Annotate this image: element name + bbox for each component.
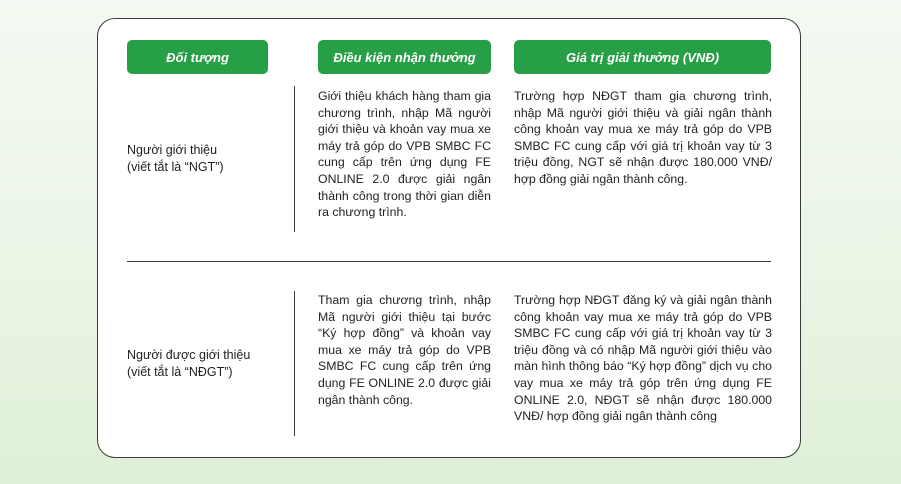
row-referee-condition: Tham gia chương trình, nhập Mã người giới thiệu tại bước “Ký hợp đồng” và khoản vay mua xe máy trả góp do VPB SMBC FC cung cấp trên ứng dụng FE ONLINE 2.0 được giải ngân thành công. bbox=[318, 293, 491, 407]
row-referrer-subject bbox=[127, 142, 224, 176]
column-divider bbox=[294, 291, 295, 436]
header-reward: Giá trị giải thưởng (VNĐ) bbox=[514, 40, 771, 74]
row-referrer-reward: Trường hợp NĐGT tham gia chương trình, nhập Mã người giới thiệu và giải ngân thành công khoản vay mua xe máy trả góp do VPB SMBC FC cung cấp với giá trị khoản vay từ 3 triệu đồng, NGT sẽ nhận được 180.000 VNĐ/ hợp đồng giải ngân thành công. bbox=[514, 89, 772, 186]
row-referee-reward: Trường hợp NĐGT đăng ký và giải ngân thành công khoản vay mua xe máy trả góp do VPB SMBC FC cung cấp với giá trị khoản vay từ 3 triệu đồng và có nhập Mã người giới thiệu vào màn hình thông báo “Ký hợp đồng” dịch vụ cho vay mua xe máy trả góp trên ứng dụng FE ONLINE 2.0, NĐGT sẽ nhận được 180.000 VNĐ/ hợp đồng giải ngân thành công bbox=[514, 293, 772, 424]
row-referee-subject bbox=[127, 347, 250, 381]
subject-abbreviation: (viết tắt là “NĐGT”) bbox=[127, 365, 233, 379]
row-divider bbox=[127, 261, 771, 262]
header-subject: Đối tượng bbox=[127, 40, 268, 74]
column-divider bbox=[294, 86, 295, 232]
subject-abbreviation: (viết tắt là “NGT”) bbox=[127, 160, 224, 174]
subject-title: Người được giới thiệu bbox=[127, 348, 251, 362]
row-referrer-condition: Giới thiệu khách hàng tham gia chương trình, nhập Mã người giới thiệu và khoản vay mua xe máy trả góp do VPB SMBC FC cung cấp trên ứng dụng FE ONLINE 2.0 được giải ngân thành công trong thời gian diễn ra chương trình. bbox=[318, 89, 491, 220]
header-condition: Điều kiện nhận thưởng bbox=[318, 40, 491, 74]
subject-title: Người giới thiệu bbox=[127, 143, 218, 157]
